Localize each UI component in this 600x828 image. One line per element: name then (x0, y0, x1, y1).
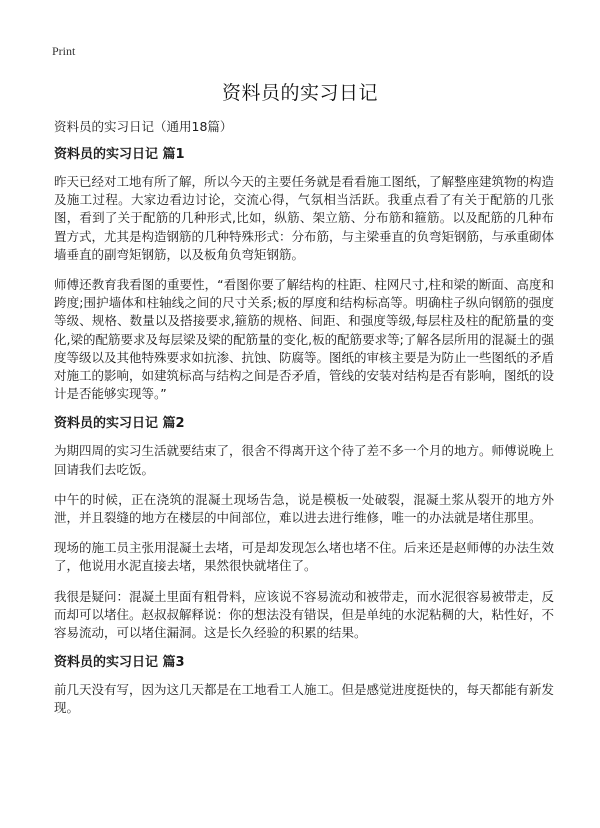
section-heading: 资料员的实习日记 篇1 (54, 147, 185, 162)
section-2 (54, 415, 554, 642)
section-3 (54, 654, 554, 717)
print-link[interactable]: Print (52, 44, 76, 58)
paragraph: 师傅还教育我看图的重要性，“看图你要了解结构的柱距、柱网尺寸,柱和梁的断面、高度和跨度;围护墙体和柱轴线之间的尺寸关系;板的厚度和结构标高等。明确柱子纵向钢筋的强度等级、规格、数量以及搭接要求,箍筋的规格、间距、和强度等级,每层柱及柱的配筋量的变化,梁的配筋要求及每层梁及梁的配筋量的变化,板的配筋要求等;了解各层所用的混凝土的强度等级以及其他特殊要求如抗渗、抗蚀、防腐等。图纸的审核主要是为防止一些图纸的矛盾对施工的影响，如建筑标高与结构之间是否矛盾，管线的安装对结构是否有影响，图纸的设计是否能够实现等。” (54, 277, 555, 402)
paragraph: 前几天没有写，因为这几天都是在工地看工人施工。但是感觉进度挺快的，每天都能有新发现。 (54, 682, 555, 716)
paragraph: 中午的时候，正在浇筑的混凝土现场告急，说是模板一处破裂，混凝土浆从裂开的地方外泄，并且裂缝的地方在楼层的中间部位，难以进去进行维修，唯一的办法就是堵住那里。 (54, 491, 554, 526)
article-body (54, 118, 554, 730)
paragraph: 昨天已经对工地有所了解，所以今天的主要任务就是看看施工图纸，了解整座建筑物的构造及施工过程。大家边看边讨论，交流心得，气氛相当活跃。我重点看了有关于配筋的几张图，看到了关于配筋的几种形式,比如，纵筋、架立筋、分布筋和箍筋。以及配筋的几种布置方式，尤其是构造钢筋的几种特殊形式：分布筋，与主梁垂直的负弯矩钢筋，与承重砌体墙垂直的副弯矩钢筋，以及板角负弯矩钢筋。 (54, 174, 555, 262)
paragraph: 现场的施工员主张用混凝土去堵，可是却发现怎么堵也堵不住。后来还是赵师傅的办法生效了，他说用水泥直接去堵，果然很快就堵住了。 (54, 540, 555, 574)
paragraph: 我很是疑问：混凝土里面有粗骨料，应该说不容易流动和被带走，而水泥很容易被带走，反而却可以堵住。赵叔叔解释说：你的想法没有错误，但是单纯的水泥粘稠的大，粘性好，不容易流动，可以堵住漏洞。这是长久经验的积累的结果。 (54, 588, 555, 641)
section-heading: 资料员的实习日记 篇3 (54, 655, 185, 671)
section-1 (54, 146, 554, 403)
paragraph: 为期四周的实习生活就要结束了，很舍不得离开这个待了差不多一个月的地方。师傅说晚上回请我们去吃饭。 (54, 443, 555, 477)
page-title: 资料员的实习日记 (221, 82, 378, 104)
article-subtitle: 资料员的实习日记（通用18篇） (54, 119, 233, 134)
section-heading: 资料员的实习日记 篇2 (54, 416, 185, 432)
